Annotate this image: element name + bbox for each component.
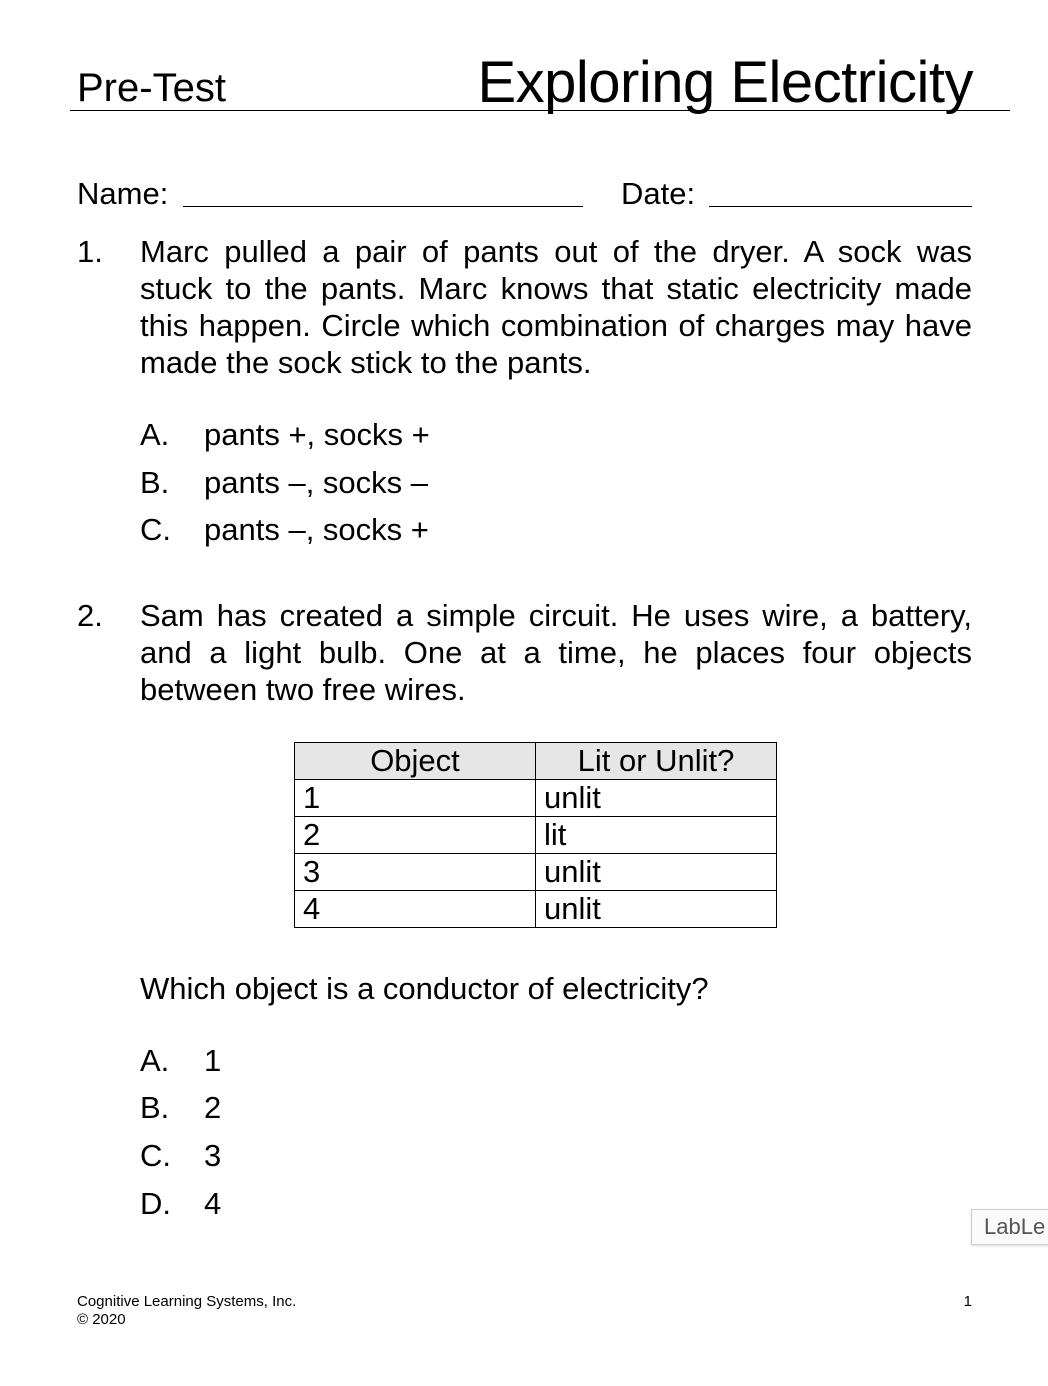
option-letter: C.	[140, 1138, 171, 1173]
date-label: Date:	[621, 176, 696, 211]
option-text: pants –, socks +	[204, 512, 429, 547]
table-row	[295, 817, 777, 854]
table-header-lit: Lit or Unlit?	[536, 743, 777, 780]
question-1-option-a[interactable]	[140, 417, 430, 453]
question-1-option-b[interactable]	[140, 465, 428, 501]
option-text: 3	[204, 1138, 222, 1173]
name-field[interactable]	[183, 206, 583, 207]
results-table	[294, 742, 777, 928]
option-text: 4	[204, 1186, 222, 1221]
table-cell-result: unlit	[536, 780, 777, 817]
table-cell-result: unlit	[536, 854, 777, 891]
table-row	[295, 891, 777, 928]
table-row	[295, 780, 777, 817]
option-text: 2	[204, 1090, 222, 1125]
question-2-number: 2.	[77, 598, 103, 633]
table-cell-object: 4	[295, 891, 536, 928]
question-1-number: 1.	[77, 234, 103, 269]
pretest-label: Pre-Test	[77, 66, 226, 110]
table-header-object: Object	[295, 743, 536, 780]
table-cell-object: 1	[295, 780, 536, 817]
option-letter: A.	[140, 1043, 170, 1078]
table-cell-result: lit	[536, 817, 777, 854]
name-label: Name:	[77, 176, 169, 211]
option-text: 1	[204, 1043, 222, 1078]
option-text: pants +, socks +	[204, 417, 430, 452]
question-2-option-b[interactable]	[140, 1090, 221, 1126]
option-letter: B.	[140, 1090, 170, 1125]
option-text: pants –, socks –	[204, 465, 429, 500]
option-letter: B.	[140, 465, 170, 500]
header-divider	[70, 110, 1010, 111]
page-number: 1	[963, 1293, 972, 1310]
question-2-prompt: Which object is a conductor of electricity?	[140, 971, 709, 1006]
question-2-option-c[interactable]	[140, 1138, 221, 1174]
question-1-option-c[interactable]	[140, 512, 429, 548]
lablearn-side-tab[interactable]: LabLe	[971, 1209, 1048, 1245]
question-2-option-a[interactable]	[140, 1043, 221, 1079]
date-field[interactable]	[709, 206, 972, 207]
table-row	[295, 854, 777, 891]
option-letter: C.	[140, 512, 171, 547]
table-cell-object: 2	[295, 817, 536, 854]
page-title: Exploring Electricity	[477, 50, 973, 115]
option-letter: D.	[140, 1186, 171, 1221]
table-cell-object: 3	[295, 854, 536, 891]
question-1-text: Marc pulled a pair of pants out of the dryer. A sock was stuck to the pants. Marc knows that static electricity made this happen. Circle which combination of charges may have made the sock stick to the pants.	[140, 234, 972, 380]
question-2-text: Sam has created a simple circuit. He uses wire, a battery, and a light bulb. One at a time, he places four objects between two free wires.	[140, 598, 972, 707]
question-2-option-d[interactable]	[140, 1186, 221, 1222]
table-cell-result: unlit	[536, 891, 777, 928]
table-header-row	[295, 743, 777, 780]
footer-copyright: © 2020	[77, 1311, 126, 1328]
option-letter: A.	[140, 417, 170, 452]
footer-company: Cognitive Learning Systems, Inc.	[77, 1293, 297, 1310]
